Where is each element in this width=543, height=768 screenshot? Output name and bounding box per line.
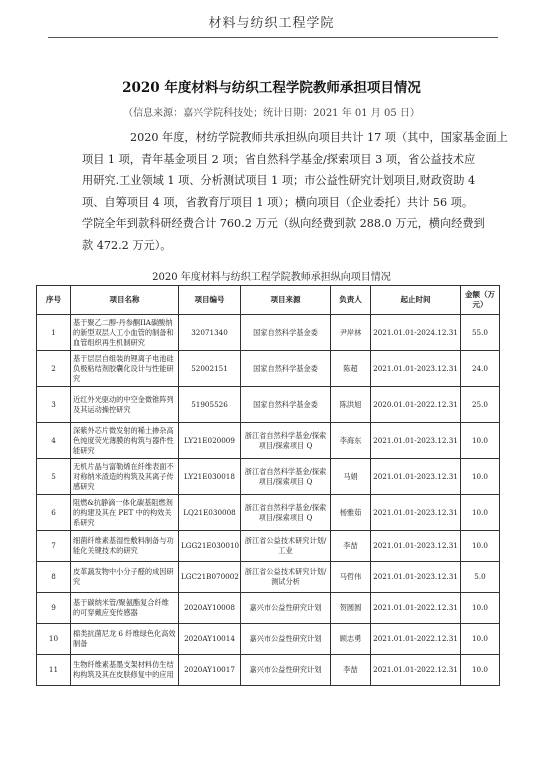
- cell-period: 2021.01.01-2022.12.31: [371, 655, 461, 686]
- cell-leader: 贺圆圆: [331, 593, 371, 624]
- cell-period: 2021.01.01-2023.12.31: [371, 459, 461, 495]
- table-row: [37, 495, 500, 531]
- column-header-leader: 负责人: [331, 286, 371, 315]
- cell-index: 6: [37, 495, 71, 531]
- cell-period: 2020.01.01-2022.12.31: [371, 387, 461, 423]
- table-row: [37, 655, 500, 686]
- cell-amount: 10.0: [461, 624, 500, 655]
- cell-source: 浙江省公益技术研究计划/工业: [241, 531, 331, 562]
- cell-index: 5: [37, 459, 71, 495]
- cell-leader: 尹岸林: [331, 315, 371, 351]
- paragraph-line: 2020 年度，材纺学院教师共承担纵向项目共计 17 项（其中，国家基金面上: [130, 131, 508, 144]
- cell-project-name: 基于聚乙二醇-丹参酮IIA碳酸纳的新型双层人工小血管的制备和血管组织再生机制研究: [71, 315, 179, 351]
- cell-leader: 陈洪旭: [331, 387, 371, 423]
- paragraph-line: 学院全年到款科研经费合计 760.2 万元（纵向经费到款 288.0 万元，横向经费到: [82, 217, 485, 230]
- cell-project-code: LGG21E030010: [179, 531, 241, 562]
- cell-amount: 10.0: [461, 495, 500, 531]
- cell-index: 3: [37, 387, 71, 423]
- table-row: [37, 531, 500, 562]
- cell-project-code: 2020AY10014: [179, 624, 241, 655]
- cell-project-code: LQ21E030008: [179, 495, 241, 531]
- cell-project-name: 生物纤维素基墨支架材料仿生结构构筑及其在皮肤修复中的应用: [71, 655, 179, 686]
- cell-source: 嘉兴市公益性研究计划: [241, 593, 331, 624]
- cell-index: 4: [37, 423, 71, 459]
- cell-period: 2021.01.01-2023.12.31: [371, 423, 461, 459]
- table-row: [37, 593, 500, 624]
- cell-period: 2021.01.01-2023.12.31: [371, 531, 461, 562]
- cell-project-code: LY21E020009: [179, 423, 241, 459]
- cell-index: 10: [37, 624, 71, 655]
- cell-source: 国家自然科学基金委: [241, 351, 331, 387]
- cell-source: 浙江省公益技术研究计划/测试分析: [241, 562, 331, 593]
- column-header-period: 起止时间: [371, 286, 461, 315]
- table-row: [37, 315, 500, 351]
- table-row: [37, 387, 500, 423]
- cell-amount: 24.0: [461, 351, 500, 387]
- table-caption: 2020 年度材料与纺织工程学院教师承担纵向项目情况: [152, 272, 391, 283]
- cell-amount: 10.0: [461, 531, 500, 562]
- table-row: [37, 351, 500, 387]
- cell-amount: 55.0: [461, 315, 500, 351]
- paragraph-line: 项目 1 项，青年基金项目 2 项；省自然科学基金/探索项目 3 项，省公益技术应: [82, 152, 476, 166]
- cell-source: 嘉兴市公益性研究计划: [241, 624, 331, 655]
- paragraph-line: 用研究.工业领域 1 项、分析测试项目 1 项；市公益性研究计划项目,财政资助 4: [82, 174, 476, 187]
- cell-leader: 李喆: [331, 655, 371, 686]
- cell-amount: 5.0: [461, 562, 500, 593]
- cell-index: 1: [37, 315, 71, 351]
- cell-project-code: 32071340: [179, 315, 241, 351]
- cell-amount: 10.0: [461, 423, 500, 459]
- cell-source: 浙江省自然科学基金/探索项目/探索项目 Q: [241, 423, 331, 459]
- cell-project-code: LGC21B070002: [179, 562, 241, 593]
- column-header-amount: 金额（万元）: [461, 286, 500, 315]
- cell-project-code: LY21E030018: [179, 459, 241, 495]
- cell-project-code: 2020AY10017: [179, 655, 241, 686]
- cell-leader: 杨雅茹: [331, 495, 371, 531]
- table-row: [37, 624, 500, 655]
- cell-source: 国家自然科学基金委: [241, 387, 331, 423]
- source-note: （信息来源：嘉兴学院科技处；统计日期：2021 年 01 月 05 日）: [123, 108, 420, 119]
- column-header-source: 项目来源: [241, 286, 331, 315]
- cell-project-name: 阻燃&抗静滴一体化碳基阻燃剂的构建及其在 PET 中的构效关系研究: [71, 495, 179, 531]
- cell-leader: 李喆: [331, 531, 371, 562]
- cell-amount: 10.0: [461, 593, 500, 624]
- cell-index: 9: [37, 593, 71, 624]
- cell-period: 2021.01.01-2024.12.31: [371, 315, 461, 351]
- cell-project-name: 棉类抗菌尼龙 6 纤维绿色化高效制备: [71, 624, 179, 655]
- cell-period: 2021.01.01-2022.12.31: [371, 624, 461, 655]
- paragraph-line: 项、自筹项目 4 项，省教育厅项目 1 项）；横向项目（企业委托）共计 56 项。: [82, 195, 474, 209]
- cell-period: 2021.01.01-2022.12.31: [371, 593, 461, 624]
- paragraph-line: 款 472.2 万元）。: [82, 238, 172, 252]
- cell-leader: 李海东: [331, 423, 371, 459]
- cell-index: 11: [37, 655, 71, 686]
- cell-amount: 25.0: [461, 387, 500, 423]
- cell-leader: 马娟: [331, 459, 371, 495]
- cell-project-name: 无机片晶与富勒烯在纤维表面不对称纳米渣造的构筑及其离子传感研究: [71, 459, 179, 495]
- header-divider: [48, 37, 498, 38]
- cell-period: 2021.01.01-2023.12.31: [371, 562, 461, 593]
- cell-project-code: 2020AY10008: [179, 593, 241, 624]
- cell-source: 国家自然科学基金委: [241, 315, 331, 351]
- table-row: [37, 423, 500, 459]
- cell-index: 7: [37, 531, 71, 562]
- cell-period: 2021.01.01-2023.12.31: [371, 495, 461, 531]
- cell-amount: 10.0: [461, 655, 500, 686]
- cell-project-name: 细菌纤维素基湿性敷料制备与功能化关键技术的研究: [71, 531, 179, 562]
- table-header-row: [37, 286, 500, 315]
- cell-project-name: 深紫外芯片微发射的稀土掺杂高色纯度荧光薄膜的构筑与器件性能研究: [71, 423, 179, 459]
- cell-amount: 10.0: [461, 459, 500, 495]
- header-title: 材料与纺织工程学院: [208, 16, 335, 31]
- summary-paragraph: [82, 127, 508, 256]
- cell-leader: 陈超: [331, 351, 371, 387]
- cell-source: 浙江省自然科学基金/探索项目/探索项目 Q: [241, 495, 331, 531]
- cell-period: 2021.01.01-2023.12.31: [371, 351, 461, 387]
- cell-leader: 马哲伟: [331, 562, 371, 593]
- cell-project-name: 近红外光驱动的中空金微锥阵列及其运动操控研究: [71, 387, 179, 423]
- cell-project-name: 基于层层自组装的锂离子电池硅负极粘结剂胶囊化设计与性能研究: [71, 351, 179, 387]
- cell-leader: 顾志勇: [331, 624, 371, 655]
- cell-project-name: 皮革蔬发物中小分子醛的成因研究: [71, 562, 179, 593]
- cell-index: 8: [37, 562, 71, 593]
- cell-index: 2: [37, 351, 71, 387]
- table-row: [37, 459, 500, 495]
- cell-source: 浙江省自然科学基金/探索项目/探索项目 Q: [241, 459, 331, 495]
- table-row: [37, 562, 500, 593]
- cell-project-code: 51905526: [179, 387, 241, 423]
- cell-source: 嘉兴市公益性研究计划: [241, 655, 331, 686]
- cell-project-code: 52002151: [179, 351, 241, 387]
- column-header-name: 项目名称: [71, 286, 179, 315]
- column-header-index: 序号: [37, 286, 71, 315]
- cell-project-name: 基于碳纳米管/聚氨酯复合纤维的可穿戴应变传感器: [71, 593, 179, 624]
- document-title: 2020 年度材料与纺织工程学院教师承担项目情况: [122, 80, 421, 96]
- projects-table: [36, 285, 500, 686]
- column-header-code: 项目编号: [179, 286, 241, 315]
